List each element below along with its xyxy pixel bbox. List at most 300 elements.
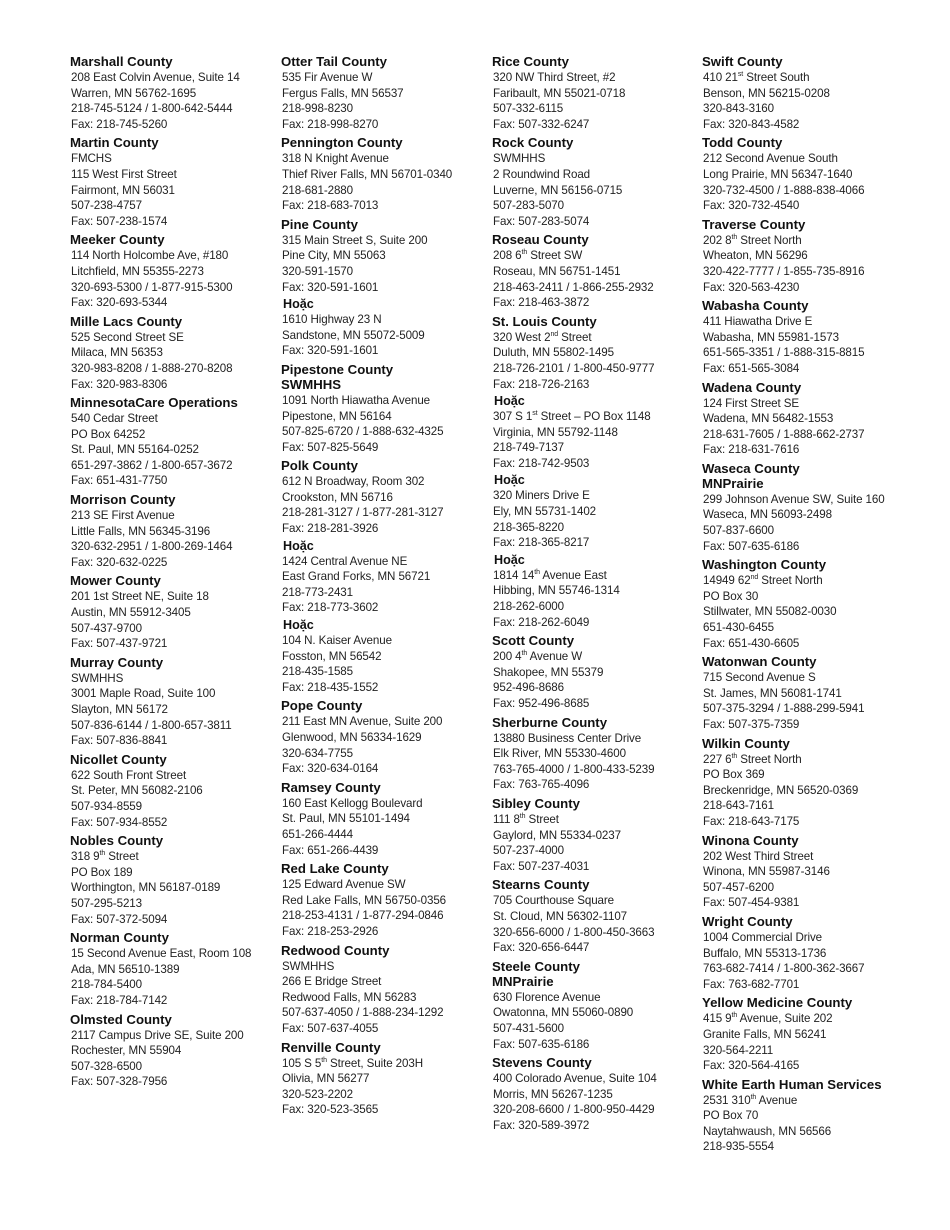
contact-line: Buffalo, MN 55313-1736 <box>703 946 827 960</box>
contact-line: PO Box 64252 <box>71 427 146 441</box>
contact-line: Fax: 507-836-8841 <box>71 734 168 748</box>
contact-line: 507-934-8559 <box>71 799 143 813</box>
county-name: Mille Lacs County <box>70 313 183 329</box>
county-entry-swift-county <box>702 54 907 132</box>
contact-line: Morris, MN 56267-1235 <box>493 1087 613 1101</box>
ordinal-suffix: th <box>731 233 738 241</box>
contact-line: 320 NW Third Street, #2 <box>493 71 616 84</box>
address-text: Street SW <box>527 249 583 263</box>
contact-line: Fax: 218-643-7175 <box>703 814 800 828</box>
contact-line: 525 Second Street SE <box>71 330 184 344</box>
contact-line: 218-749-7137 <box>493 441 565 455</box>
county-name: Wabasha County <box>702 298 809 314</box>
county-entry-olmsted-county <box>70 1012 275 1090</box>
contact-line: 115 West First Street <box>71 167 177 181</box>
address-line <box>492 812 697 828</box>
contact-line: 218-773-2431 <box>282 585 354 599</box>
contact-line: Fax: 320-632-0225 <box>71 555 168 569</box>
contact-line: Fax: 320-523-3565 <box>282 1103 379 1117</box>
contact-line: Fax: 507-437-9721 <box>71 637 168 651</box>
contact-line: 320-208-6600 / 1-800-950-4429 <box>493 1103 655 1117</box>
contact-line: PO Box 30 <box>703 589 759 603</box>
address-text: Street North <box>758 574 823 588</box>
contact-line: 218-262-6000 <box>493 600 565 614</box>
contact-line: Fax: 507-825-5649 <box>282 440 379 454</box>
contact-line: Crookston, MN 56716 <box>282 490 393 504</box>
address-text: 415 9 <box>703 1012 732 1026</box>
county-name: Traverse County <box>702 216 806 232</box>
county-name: Pine County <box>281 216 358 232</box>
contact-line: Fax: 507-237-4031 <box>493 859 590 873</box>
contact-line: 320-732-4500 / 1-888-838-4066 <box>703 183 865 197</box>
county-entry-meeker-county <box>70 232 275 310</box>
contact-line: 212 Second Avenue South <box>703 152 838 166</box>
contact-line: Elk River, MN 55330-4600 <box>493 747 626 761</box>
contact-line: 320-693-5300 / 1-877-915-5300 <box>71 280 233 294</box>
contact-line: 507-283-5070 <box>493 199 565 213</box>
contact-line: Fax: 218-463-3872 <box>493 296 590 310</box>
contact-line: Fax: 218-253-2926 <box>282 924 379 938</box>
contact-line: 320-422-7777 / 1-855-735-8916 <box>703 264 865 278</box>
address-text: 2531 310 <box>703 1093 751 1107</box>
county-entry-nobles-county <box>70 833 275 927</box>
contact-line: Fax: 320-634-0164 <box>282 762 379 776</box>
contact-line: 218-998-8230 <box>282 102 354 116</box>
contact-line: 1004 Commercial Drive <box>703 930 823 944</box>
county-entry-wabasha-county <box>702 298 907 376</box>
ordinal-suffix: nd <box>750 574 759 582</box>
contact-line: Ada, MN 56510-1389 <box>71 962 180 976</box>
county-name: Polk County <box>281 458 358 474</box>
contact-line: Fax: 507-372-5094 <box>71 912 168 926</box>
contact-line: 507-332-6115 <box>493 102 564 116</box>
county-entry-wilkin-county <box>702 736 907 830</box>
address-text: 105 S 5 <box>282 1056 322 1070</box>
county-name: Nicollet County <box>70 751 167 767</box>
address-text: Avenue W <box>527 650 583 664</box>
contact-line: Fairmont, MN 56031 <box>71 183 175 197</box>
county-entry-stearns-county <box>492 877 697 955</box>
contact-line: Little Falls, MN 56345-3196 <box>71 524 211 538</box>
contact-line: 320-656-6000 / 1-800-450-3663 <box>493 925 655 939</box>
contact-line: Fax: 320-656-6447 <box>493 941 590 955</box>
contact-line: Slayton, MN 56172 <box>71 703 168 716</box>
county-agency-name: MNPrairie <box>492 973 554 989</box>
county-entry-otter-tail-county <box>281 54 486 132</box>
address-text: 410 21 <box>703 71 738 84</box>
contact-line: Fax: 507-934-8552 <box>71 815 168 829</box>
county-entry-washington-county <box>702 557 907 651</box>
contact-line: 218-726-2101 / 1-800-450-9777 <box>493 361 655 375</box>
contact-line: Fax: 218-726-2163 <box>493 377 590 391</box>
county-name: Pennington County <box>281 135 403 151</box>
county-entry-renville-county <box>281 1040 486 1118</box>
contact-line: Fax: 507-635-6186 <box>493 1037 590 1051</box>
contact-line: Granite Falls, MN 56241 <box>703 1027 827 1041</box>
contact-line: 218-643-7161 <box>703 799 775 813</box>
contact-line: Fax: 763-765-4096 <box>493 778 590 792</box>
ordinal-suffix: th <box>750 1093 757 1101</box>
contact-line: 952-496-8686 <box>493 681 565 695</box>
contact-line: Naytahwaush, MN 56566 <box>703 1124 832 1138</box>
contact-line: 2117 Campus Drive SE, Suite 200 <box>71 1028 244 1042</box>
contact-line: 507-825-6720 / 1-888-632-4325 <box>282 425 444 439</box>
ordinal-suffix: st <box>532 410 538 418</box>
contact-line: Fax: 218-683-7013 <box>282 199 379 213</box>
county-name: Stevens County <box>492 1055 592 1071</box>
county-entry-mower-county <box>70 573 275 651</box>
ordinal-suffix: th <box>99 850 106 858</box>
contact-line: SWMHHS <box>71 671 124 685</box>
contact-line: 320-632-2951 / 1-800-269-1464 <box>71 540 233 554</box>
contact-line: Worthington, MN 56187-0189 <box>71 881 221 895</box>
contact-line: Fax: 507-283-5074 <box>493 214 590 228</box>
contact-line: 320-523-2202 <box>282 1087 354 1101</box>
contact-line: 218-784-5400 <box>71 978 143 992</box>
contact-line: 612 N Broadway, Room 302 <box>282 475 425 489</box>
address-line <box>702 573 907 589</box>
ordinal-suffix: st <box>737 71 744 78</box>
contact-line: 218-463-2411 / 1-866-255-2932 <box>493 280 654 294</box>
address-text: Avenue <box>756 1093 798 1107</box>
contact-line: 651-297-3862 / 1-800-657-3672 <box>71 458 233 472</box>
contact-line: Redwood Falls, MN 56283 <box>282 990 417 1004</box>
county-entry-traverse-county <box>702 217 907 295</box>
contact-line: Fax: 320-563-4230 <box>703 280 800 294</box>
contact-line: 1424 Central Avenue NE <box>282 554 408 568</box>
contact-line: Fax: 218-742-9503 <box>493 456 590 470</box>
county-entry-marshall-county <box>70 54 275 132</box>
address-text: Avenue, Suite 202 <box>737 1012 833 1026</box>
contact-line: St. Paul, MN 55101-1494 <box>282 812 410 826</box>
contact-line: Fax: 507-637-4055 <box>282 1021 379 1035</box>
county-entry-pine-county <box>281 217 486 359</box>
county-name: White Earth Human Services <box>702 1076 882 1092</box>
county-name: Sibley County <box>492 795 580 811</box>
contact-line: Fax: 218-784-7142 <box>71 993 168 1007</box>
address-text: Avenue East <box>539 568 607 582</box>
county-agency-name: SWMHHS <box>281 376 342 392</box>
county-entry-yellow-medicine-county <box>702 995 907 1073</box>
contact-line: 622 South Front Street <box>71 768 187 782</box>
contact-line: Wheaton, MN 56296 <box>703 249 808 263</box>
contact-line: 1091 North Hiawatha Avenue <box>282 393 431 407</box>
contact-line: 651-565-3351 / 1-888-315-8815 <box>703 346 865 360</box>
contact-line: Sandstone, MN 55072-5009 <box>282 328 425 342</box>
county-entry-morrison-county <box>70 492 275 570</box>
contact-line: Fax: 320-564-4165 <box>703 1059 800 1073</box>
county-entry-sibley-county <box>492 796 697 874</box>
ordinal-suffix: th <box>321 1056 327 1064</box>
county-name: Wadena County <box>702 379 802 395</box>
ordinal-suffix: th <box>519 812 526 820</box>
contact-line: Fax: 218-998-8270 <box>282 117 379 131</box>
directory-column-3 <box>492 52 697 1136</box>
contact-line: 535 Fir Avenue W <box>282 71 373 84</box>
county-agency-name: MNPrairie <box>702 475 764 491</box>
contact-line: Gaylord, MN 55334-0237 <box>493 828 621 842</box>
address-text: Street <box>558 330 592 344</box>
county-entry-pennington-county <box>281 135 486 213</box>
contact-line: Waseca, MN 56093-2498 <box>703 508 832 522</box>
address-line <box>281 1056 486 1072</box>
contact-line: Hibbing, MN 55746-1314 <box>493 584 620 598</box>
county-entry-waseca-county <box>702 461 907 554</box>
contact-line: FMCHS <box>71 152 112 166</box>
contact-line: SWMHHS <box>493 152 546 166</box>
county-name: Redwood County <box>281 942 390 958</box>
contact-line: Milaca, MN 56353 <box>71 346 163 360</box>
contact-line: 114 North Holcombe Ave, #180 <box>71 249 229 263</box>
contact-line: 411 Hiawatha Drive E <box>703 315 813 329</box>
contact-line: 651-430-6455 <box>703 621 775 635</box>
contact-line: 763-765-4000 / 1-800-433-5239 <box>493 762 655 776</box>
county-entry-wright-county <box>702 914 907 992</box>
contact-line: Fax: 507-635-6186 <box>703 539 800 553</box>
county-entry-roseau-county <box>492 232 697 310</box>
county-name: Meeker County <box>70 232 165 248</box>
county-name: Murray County <box>70 654 164 670</box>
contact-line: Fax: 320-732-4540 <box>703 199 800 213</box>
county-entry-polk-county <box>281 458 486 695</box>
county-name: Renville County <box>281 1039 381 1055</box>
contact-line: 160 East Kellogg Boulevard <box>282 796 423 810</box>
contact-line: Fax: 651-431-7750 <box>71 474 168 488</box>
contact-line: East Grand Forks, MN 56721 <box>282 570 431 584</box>
contact-line: 266 E Bridge Street <box>282 975 382 989</box>
contact-line: Fax: 218-262-6049 <box>493 615 590 629</box>
address-text: 1814 14 <box>493 568 535 582</box>
contact-line: Thief River Falls, MN 56701-0340 <box>282 167 453 181</box>
contact-line: Benson, MN 56215-0208 <box>703 86 830 100</box>
county-entry-norman-county <box>70 930 275 1008</box>
address-text: Street North <box>737 752 802 766</box>
county-name: Swift County <box>702 54 783 69</box>
contact-line: Duluth, MN 55802-1495 <box>493 346 614 360</box>
contact-line: Fax: 507-238-1574 <box>71 214 168 228</box>
ordinal-suffix: nd <box>550 330 559 338</box>
contact-line: 763-682-7414 / 1-800-362-3667 <box>703 962 865 976</box>
county-entry-mille-lacs-county <box>70 314 275 392</box>
county-name: Nobles County <box>70 833 164 849</box>
contact-line: Fax: 320-591-1601 <box>282 280 379 294</box>
contact-line: 201 1st Street NE, Suite 18 <box>71 590 209 604</box>
contact-line: 507-437-9700 <box>71 621 143 635</box>
address-line <box>702 1011 907 1027</box>
contact-line: Roseau, MN 56751-1451 <box>493 264 621 278</box>
ordinal-suffix: th <box>521 249 528 257</box>
contact-line: Wadena, MN 56482-1553 <box>703 412 834 426</box>
contact-line: Fax: 320-591-1601 <box>282 344 379 358</box>
county-name: Rock County <box>492 135 574 151</box>
contact-line: 299 Johnson Avenue SW, Suite 160 <box>703 492 885 506</box>
contact-line: Fax: 952-496-8685 <box>493 697 590 710</box>
county-entry-scott-county <box>492 633 697 711</box>
county-name: Pope County <box>281 698 363 714</box>
contact-line: Fax: 651-266-4439 <box>282 843 379 857</box>
contact-line: 125 Edward Avenue SW <box>282 878 406 892</box>
county-name: Waseca County <box>702 460 800 476</box>
address-text: 227 6 <box>703 752 732 766</box>
contact-line: 630 Florence Avenue <box>493 990 601 1004</box>
contact-line: PO Box 369 <box>703 768 765 782</box>
contact-line: 320-634-7755 <box>282 746 354 760</box>
contact-line: PO Box 189 <box>71 865 133 879</box>
county-entry-steele-county <box>492 959 697 1052</box>
directory-column-1 <box>70 52 275 1093</box>
contact-line: Faribault, MN 55021-0718 <box>493 86 626 100</box>
contact-line: 320-843-3160 <box>703 102 775 116</box>
contact-line: Fax: 218-365-8217 <box>493 536 590 550</box>
contact-line: 2 Roundwind Road <box>493 167 591 181</box>
contact-line: 15 Second Avenue East, Room 108 <box>71 947 252 961</box>
contact-line: 211 East MN Avenue, Suite 200 <box>282 715 443 729</box>
contact-line: 507-457-6200 <box>703 880 775 894</box>
contact-line: Litchfield, MN 55355-2273 <box>71 264 204 278</box>
address-text: 320 West 2 <box>493 330 551 344</box>
county-name: Roseau County <box>492 232 589 248</box>
county-entry-pope-county <box>281 698 486 776</box>
contact-line: Shakopee, MN 55379 <box>493 665 604 679</box>
address-text: 14949 62 <box>703 574 751 588</box>
county-entry-stevens-county <box>492 1055 697 1133</box>
county-entry-ramsey-county <box>281 780 486 858</box>
address-line <box>702 1093 907 1109</box>
contact-line: 213 SE First Avenue <box>71 509 175 523</box>
county-name: Martin County <box>70 135 159 151</box>
county-name: Wright County <box>702 913 793 929</box>
contact-line: 3001 Maple Road, Suite 100 <box>71 687 216 701</box>
contact-line: Pine City, MN 55063 <box>282 249 386 263</box>
contact-line: Breckenridge, MN 56520-0369 <box>703 783 859 797</box>
county-name: Morrison County <box>70 492 176 508</box>
contact-line: 104 N. Kaiser Avenue <box>282 634 392 648</box>
contact-line: Winona, MN 55987-3146 <box>703 865 830 879</box>
county-entry-winona-county <box>702 833 907 911</box>
county-entry-rock-county <box>492 135 697 229</box>
county-name: Watonwan County <box>702 654 817 670</box>
address-text: 111 8 <box>493 812 520 826</box>
contact-line: 202 West Third Street <box>703 849 814 863</box>
contact-line: Warren, MN 56762-1695 <box>71 86 197 100</box>
contact-line: St. Peter, MN 56082-2106 <box>71 784 203 798</box>
contact-line: Fax: 507-454-9381 <box>703 896 800 910</box>
contact-line: St. James, MN 56081-1741 <box>703 686 842 700</box>
county-name: Scott County <box>492 633 575 649</box>
contact-line: 507-237-4000 <box>493 844 565 858</box>
county-name: Norman County <box>70 930 169 946</box>
county-name: Red Lake County <box>281 861 389 877</box>
contact-line: 705 Courthouse Square <box>493 894 615 908</box>
county-entry-minnesotacare-operations <box>70 395 275 489</box>
county-name: Steele County <box>492 958 580 974</box>
contact-line: 320-564-2211 <box>703 1043 774 1057</box>
county-name: Stearns County <box>492 877 590 893</box>
contact-line: Pipestone, MN 56164 <box>282 409 392 423</box>
contact-line: Ely, MN 55731-1402 <box>493 505 597 519</box>
contact-line: Fax: 218-281-3926 <box>282 522 379 536</box>
contact-line: 218-365-8220 <box>493 520 565 534</box>
contact-line: 320-591-1570 <box>282 264 354 278</box>
contact-line: 507-431-5600 <box>493 1021 565 1035</box>
contact-line: 218-935-5554 <box>703 1140 775 1154</box>
contact-line: Olivia, MN 56277 <box>282 1072 370 1086</box>
contact-line: Fax: 320-589-3972 <box>493 1118 590 1132</box>
contact-line: 540 Cedar Street <box>71 412 158 426</box>
contact-line: PO Box 70 <box>703 1109 759 1123</box>
contact-line: 651-266-4444 <box>282 827 354 841</box>
ordinal-suffix: th <box>731 752 738 760</box>
county-name: Olmsted County <box>70 1011 172 1027</box>
county-entry-todd-county <box>702 135 907 213</box>
alternate-office-label: Hoặc <box>283 297 314 312</box>
contact-line: Long Prairie, MN 56347-1640 <box>703 167 853 181</box>
ordinal-suffix: th <box>521 650 528 658</box>
contact-line: St. Cloud, MN 56302-1107 <box>493 909 628 923</box>
alternate-office-label: Hoặc <box>494 552 525 567</box>
contact-line: 400 Colorado Avenue, Suite 104 <box>493 1072 657 1086</box>
contact-line: 507-238-4757 <box>71 199 143 213</box>
contact-line: 715 Second Avenue S <box>703 671 816 685</box>
contact-line: Virginia, MN 55792-1148 <box>493 425 618 439</box>
address-text: 318 9 <box>71 850 100 864</box>
contact-line: Fax: 651-565-3084 <box>703 361 800 375</box>
address-text: 208 6 <box>493 249 522 263</box>
contact-line: Fax: 218-745-5260 <box>71 117 168 131</box>
county-entry-white-earth-human-services <box>702 1077 907 1155</box>
contact-line: 320 Miners Drive E <box>493 489 590 503</box>
contact-line: 218-681-2880 <box>282 183 354 197</box>
contact-line: Fosston, MN 56542 <box>282 649 382 663</box>
address-line <box>492 568 697 584</box>
county-entry-sherburne-county <box>492 715 697 793</box>
contact-line: Fax: 507-328-7956 <box>71 1075 168 1089</box>
contact-line: 507-328-6500 <box>71 1059 143 1073</box>
county-entry-redwood-county <box>281 943 486 1037</box>
contact-line: 318 N Knight Avenue <box>282 152 389 166</box>
contact-line: Rochester, MN 55904 <box>71 1044 182 1058</box>
contact-line: Fax: 218-631-7616 <box>703 443 800 457</box>
contact-line: 218-435-1585 <box>282 665 354 679</box>
contact-line: 507-375-3294 / 1-888-299-5941 <box>703 702 865 716</box>
county-name: St. Louis County <box>492 313 597 329</box>
county-entry-st-louis-county <box>492 314 697 631</box>
contact-line: Austin, MN 55912-3405 <box>71 606 191 620</box>
county-entry-wadena-county <box>702 380 907 458</box>
address-line <box>702 70 907 86</box>
address-text: 200 4 <box>493 650 522 664</box>
address-line <box>702 752 907 768</box>
county-name: Otter Tail County <box>281 54 387 69</box>
county-name: Yellow Medicine County <box>702 995 853 1011</box>
contact-line: Wabasha, MN 55981-1573 <box>703 330 839 344</box>
contact-line: 208 East Colvin Avenue, Suite 14 <box>71 71 240 84</box>
address-text: 307 S 1 <box>493 410 533 424</box>
county-name: Todd County <box>702 135 783 151</box>
contact-line: 507-836-6144 / 1-800-657-3811 <box>71 718 232 732</box>
contact-line: Red Lake Falls, MN 56750-0356 <box>282 893 447 907</box>
alternate-office-label: Hoặc <box>494 473 525 488</box>
county-entry-red-lake-county <box>281 861 486 939</box>
contact-line: 218-253-4131 / 1-877-294-0846 <box>282 909 444 923</box>
contact-line: 1610 Highway 23 N <box>282 313 382 327</box>
address-text: Street North <box>737 233 802 247</box>
county-name: Rice County <box>492 54 569 69</box>
contact-line: Fax: 218-435-1552 <box>282 680 379 694</box>
contact-line: Fax: 651-430-6605 <box>703 636 800 650</box>
address-text: Street <box>525 812 559 826</box>
contact-line: 13880 Business Center Drive <box>493 731 642 745</box>
